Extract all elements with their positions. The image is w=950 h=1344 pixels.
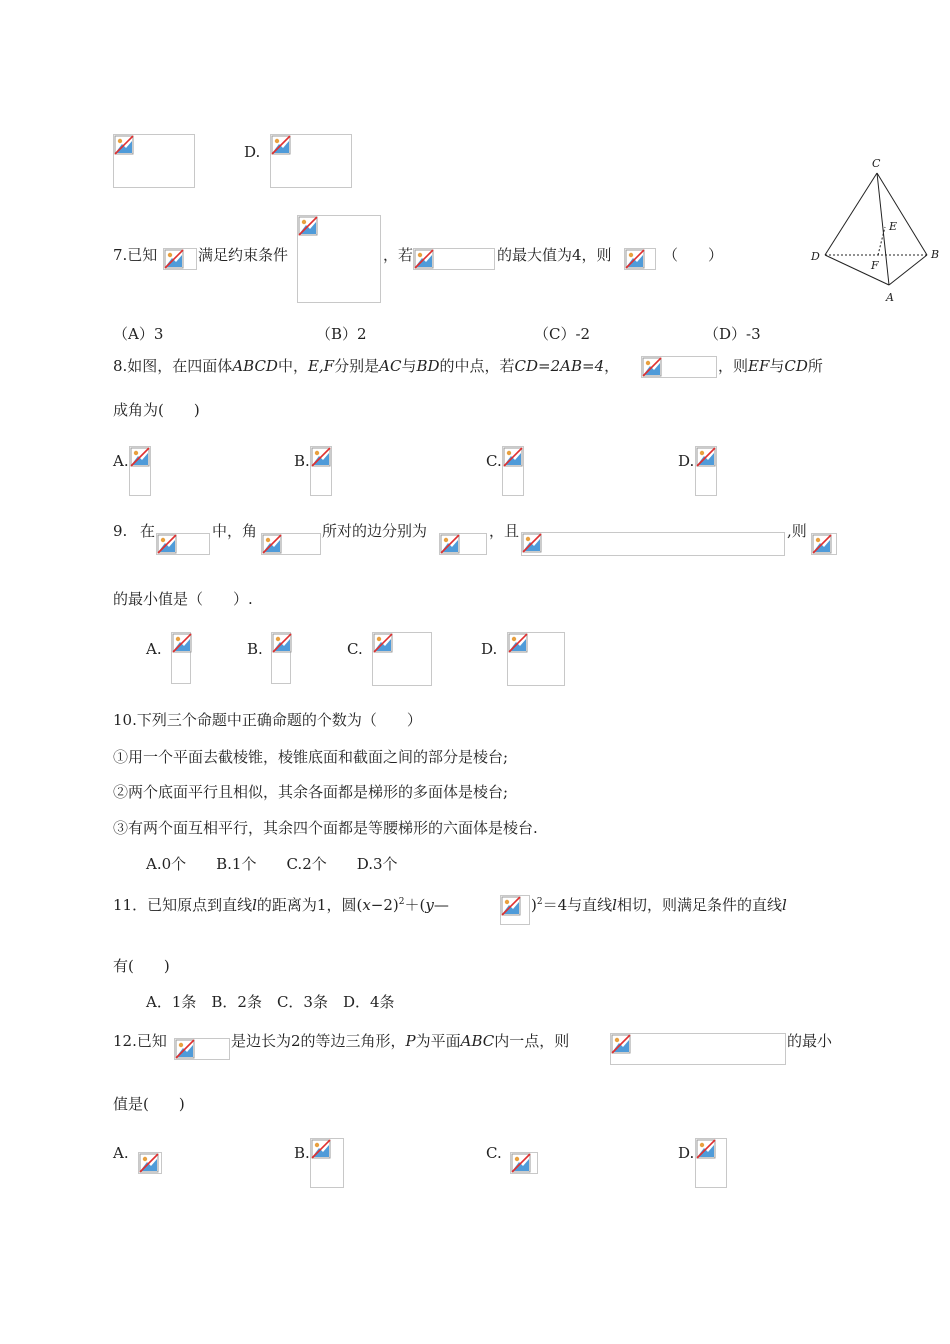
image-placeholder xyxy=(502,446,524,496)
broken-image-icon xyxy=(130,447,150,467)
broken-image-icon xyxy=(272,633,292,653)
q12-choice-a: A. xyxy=(113,1144,129,1162)
image-placeholder xyxy=(297,215,381,303)
q7-max: 的最大值为4，则 xyxy=(497,246,612,264)
image-placeholder xyxy=(695,446,717,496)
image-placeholder xyxy=(439,533,487,555)
q12-line1: 是边长为2的等边三角形，P为平面ABC内一点，则 xyxy=(231,1032,570,1050)
image-placeholder xyxy=(174,1038,230,1060)
figure-label-b: B xyxy=(931,248,940,261)
q9-choice-c: C. xyxy=(347,640,363,658)
image-placeholder xyxy=(310,1138,344,1188)
q12-choice-d: D. xyxy=(678,1144,695,1162)
q10-item-3: ③有两个面互相平行，其余四个面都是等腰梯形的六面体是棱台. xyxy=(113,819,538,837)
figure-label-f: F xyxy=(871,259,879,272)
q8-choice-a: A. xyxy=(113,452,129,470)
q8-line1-tail: ，则EF与CD所 xyxy=(718,357,823,375)
q10-item-1: ①用一个平面去截棱锥，棱锥底面和截面之间的部分是棱台; xyxy=(113,748,509,766)
broken-image-icon xyxy=(642,357,662,377)
q9-num: 9. xyxy=(113,522,128,540)
q9-sides: 所对的边分别为 xyxy=(322,522,428,540)
broken-image-icon xyxy=(157,534,177,554)
broken-image-icon xyxy=(522,533,542,553)
q10-item-2: ②两个底面平行且相似，其余各面都是梯形的多面体是棱台; xyxy=(113,783,509,801)
broken-image-icon xyxy=(625,249,645,269)
broken-image-icon xyxy=(812,534,832,554)
image-placeholder xyxy=(500,895,530,925)
broken-image-icon xyxy=(164,249,184,269)
q9-line2: 的最小值是（ ）. xyxy=(113,590,253,608)
image-placeholder xyxy=(129,446,151,496)
broken-image-icon xyxy=(696,447,716,467)
q8-choice-c: C. xyxy=(486,452,502,470)
q9-qie: ，且 xyxy=(489,522,520,540)
image-placeholder xyxy=(510,1152,538,1174)
q12-choice-b: B. xyxy=(294,1144,310,1162)
figure-label-a: A xyxy=(886,291,894,304)
image-placeholder xyxy=(156,533,210,555)
figure-label-d: D xyxy=(811,250,820,263)
broken-image-icon xyxy=(508,633,528,653)
q7-if: ，若 xyxy=(383,246,414,264)
q8-line1: 8.如图，在四面体ABCD中，E,F分别是AC与BD的中点，若CD=2AB=4， xyxy=(113,357,620,375)
q7-choice-d: （D）-3 xyxy=(704,325,761,343)
image-placeholder xyxy=(624,248,656,270)
q12-choice-c: C. xyxy=(486,1144,502,1162)
image-placeholder xyxy=(270,134,352,188)
broken-image-icon xyxy=(298,216,318,236)
q7-choice-b: （B）2 xyxy=(316,325,367,343)
q8-choice-d: D. xyxy=(678,452,695,470)
q9-ze: ,则 xyxy=(787,522,807,540)
q7-prefix: 7.已知 xyxy=(113,246,158,264)
q11-line2: 有( ) xyxy=(113,957,170,975)
broken-image-icon xyxy=(172,633,192,653)
broken-image-icon xyxy=(311,447,331,467)
q7-choice-a: （A）3 xyxy=(113,325,164,343)
q9-zhong-jiao: 中，角 xyxy=(212,522,258,540)
q9-choice-a: A. xyxy=(146,640,162,658)
broken-image-icon xyxy=(511,1153,531,1173)
q8-line2: 成角为( ) xyxy=(113,401,200,419)
q9-choice-d: D. xyxy=(481,640,498,658)
broken-image-icon xyxy=(139,1153,159,1173)
image-placeholder xyxy=(310,446,332,496)
q9-choice-b: B. xyxy=(247,640,263,658)
q8-choice-b: B. xyxy=(294,452,310,470)
q12-a: 12.已知 xyxy=(113,1032,167,1050)
broken-image-icon xyxy=(271,135,291,155)
broken-image-icon xyxy=(175,1039,195,1059)
image-placeholder xyxy=(171,632,191,684)
q12-line2: 值是( ) xyxy=(113,1095,185,1113)
broken-image-icon xyxy=(414,249,434,269)
broken-image-icon xyxy=(611,1034,631,1054)
image-placeholder xyxy=(521,532,785,556)
image-placeholder xyxy=(413,248,495,270)
image-placeholder xyxy=(811,533,837,555)
image-placeholder xyxy=(113,134,195,188)
broken-image-icon xyxy=(503,447,523,467)
image-placeholder xyxy=(507,632,565,686)
q7-constraint: 满足约束条件 xyxy=(198,246,289,264)
image-placeholder xyxy=(641,356,717,378)
image-placeholder xyxy=(138,1152,162,1174)
q12-e: 的最小 xyxy=(787,1032,833,1050)
q7-choice-c: （C）-2 xyxy=(534,325,591,343)
image-placeholder xyxy=(163,248,197,270)
image-placeholder xyxy=(261,533,321,555)
q10-title: 10.下列三个命题中正确命题的个数为（ ） xyxy=(113,711,422,729)
q10-choices: A.0个 B.1个 C.2个 D.3个 xyxy=(146,855,398,873)
image-placeholder xyxy=(271,632,291,684)
image-placeholder xyxy=(610,1033,786,1065)
broken-image-icon xyxy=(696,1139,716,1159)
q9-zai: 在 xyxy=(140,522,156,540)
q7-paren: （ ） xyxy=(663,246,724,264)
broken-image-icon xyxy=(373,633,393,653)
q11-line1-a: 11．已知原点到直线l的距离为1，圆$(x-2)^2+(y—$ xyxy=(113,896,449,914)
q11-line1-b: )$^2$＝4与直线l相切，则满足条件的直线l xyxy=(531,896,787,914)
image-placeholder xyxy=(695,1138,727,1188)
broken-image-icon xyxy=(501,896,521,916)
broken-image-icon xyxy=(311,1139,331,1159)
figure-label-e: E xyxy=(889,220,898,233)
figure-label-c: C xyxy=(872,157,881,170)
broken-image-icon xyxy=(114,135,134,155)
q11-choices: A．1条 B．2条 C．3条 D．4条 xyxy=(146,993,395,1011)
tetrahedron-figure xyxy=(805,155,945,305)
image-placeholder xyxy=(372,632,432,686)
choice-label: D. xyxy=(244,143,261,161)
broken-image-icon xyxy=(262,534,282,554)
broken-image-icon xyxy=(440,534,460,554)
